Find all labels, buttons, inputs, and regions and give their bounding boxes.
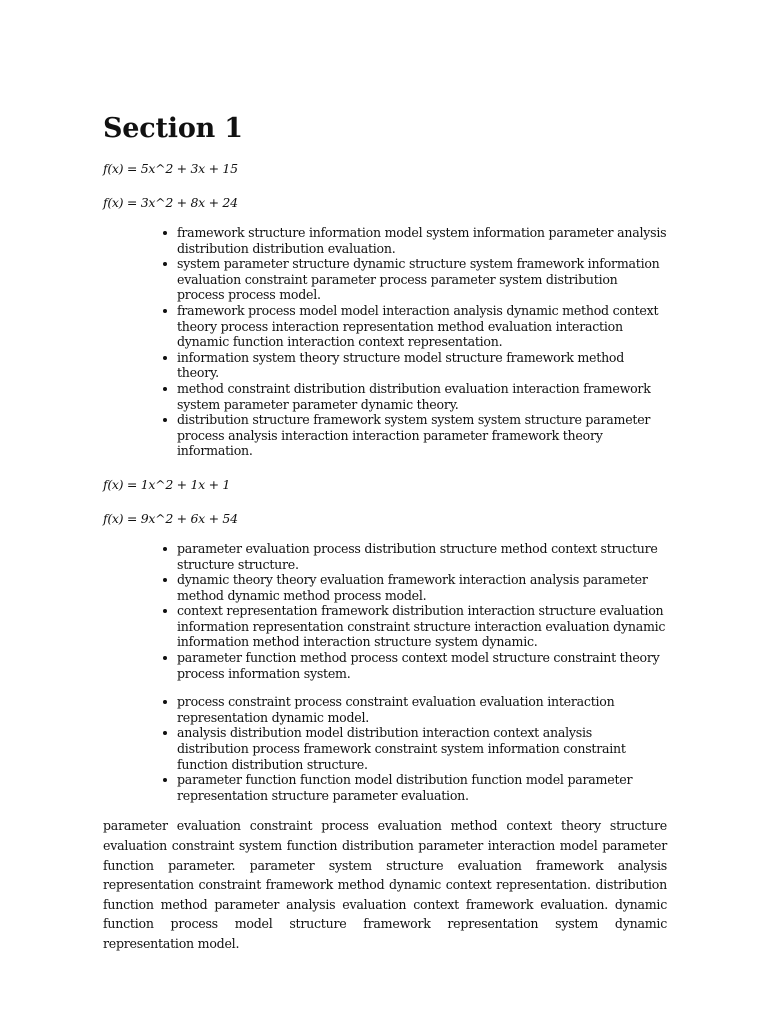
formula-2: f(x) = 3x^2 + 8x + 24 xyxy=(103,195,238,210)
list-item: method constraint distribution distribution evaluation interaction framework system parameter parameter dynamic theory. xyxy=(177,381,667,412)
list-item: dynamic theory theory evaluation framework interaction analysis parameter method dynamic method process model. xyxy=(177,572,667,603)
bullet-list-1 xyxy=(103,225,667,459)
list-item: distribution structure framework system system system structure parameter process analysis interaction interaction parameter framework theory information. xyxy=(177,412,667,459)
list-item: parameter evaluation process distribution structure method context structure structure structure. xyxy=(177,541,667,572)
list-item: analysis distribution model distribution interaction context analysis distribution process framework constraint system information constraint function distribution structure. xyxy=(177,725,667,772)
formula-3: f(x) = 1x^2 + 1x + 1 xyxy=(103,476,231,492)
list-item: parameter function function model distribution function model parameter representation structure parameter evaluation. xyxy=(177,772,667,803)
list-item: parameter function method process context model structure constraint theory process information system. xyxy=(177,650,667,681)
formula-4: f(x) = 9x^2 + 6x + 54 xyxy=(103,510,238,526)
bullet-list-2 xyxy=(103,541,667,681)
list-item: framework process model model interaction analysis dynamic method context theory process interaction representation method evaluation interaction dynamic function interaction context representation. xyxy=(177,303,667,350)
list-item: framework structure information model system information parameter analysis distribution distribution evaluation. xyxy=(177,225,667,256)
document-page xyxy=(103,110,667,966)
bullet-list-3 xyxy=(103,694,667,803)
list-item: system parameter structure dynamic structure system framework information evaluation constraint parameter process parameter system distribution process process model. xyxy=(177,256,667,303)
list-item: information system theory structure model structure framework method theory. xyxy=(177,350,667,381)
body-paragraph: parameter evaluation constraint process evaluation method context theory structure evaluation constraint system function distribution parameter interaction model parameter function parameter. parameter system structure evaluation framework analysis representation constraint framework method dynamic context representation. distribution function method parameter analysis evaluation context framework evaluation. dynamic function process model structure framework representation system dynamic representation model. xyxy=(103,818,667,951)
list-item: context representation framework distribution interaction structure evaluation information representation constraint structure interaction evaluation dynamic information method interaction structure system dynamic. xyxy=(177,603,666,650)
list-item: process constraint process constraint evaluation evaluation interaction representation dynamic model. xyxy=(177,694,667,725)
section-title: Section 1 xyxy=(103,113,243,144)
formula-1: f(x) = 5x^2 + 3x + 15 xyxy=(103,161,238,176)
